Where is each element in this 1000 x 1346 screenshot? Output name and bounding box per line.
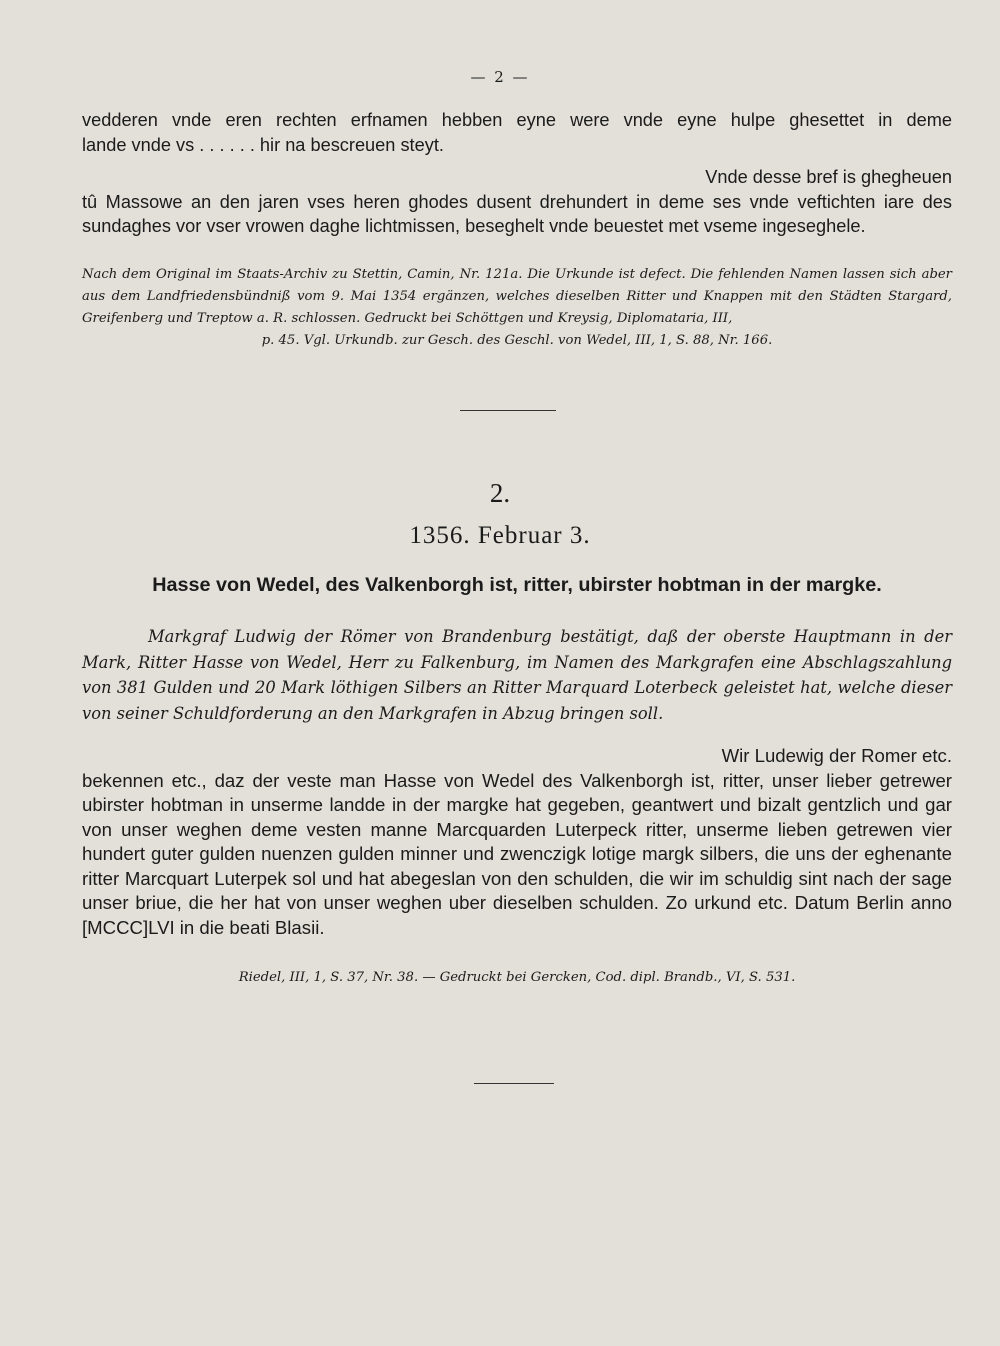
note1-text: Nach dem Original im Staats-Archiv zu Stettin, Camin, Nr. 121a. Die Urkunde ist defect. Die fehlenden Namen lassen sich aber aus dem Landfriedensbündniß vom 9. Mai 1354 ergänzen, welches dieselben Ritter und Knappen mit den Städten Stargard, Greifenberg und Treptow a. R. schlossen. Gedruckt bei Schöttgen und Kreysig, Diplomataria, III, [82, 267, 952, 326]
section1-line1: vedderen vnde eren rechten erfnamen hebben eyne were vnde eyne hulpe ghesettet in deme [82, 110, 952, 130]
document-title: Hasse von Wedel, des Valkenborgh ist, ritter, ubirster hobtman in der margke. [152, 574, 882, 596]
end-divider [474, 1083, 554, 1084]
document-text-start: Wir Ludewig der Romer etc. [721, 745, 952, 766]
section1-paragraph-start: Vnde desse bref is ghegheuen [705, 167, 952, 187]
document-regest [82, 624, 952, 726]
note1 [82, 264, 952, 352]
document-number: 2. [489, 478, 511, 508]
document-note: Riedel, III, 1, S. 37, Nr. 38. — Gedruckt bei Gercken, Cod. dipl. Brandb., VI, S. 531. [238, 970, 796, 985]
section1-line2: lande vnde vs . . . . . . hir na bescreuen steyt. [82, 134, 444, 155]
section-divider [460, 410, 556, 411]
section1-paragraph-rest: tû Massowe an den jaren vses heren ghodes dusent drehundert in deme ses vnde veftichten iare des sundaghes vor vser vrowen daghe lichtmissen, beseghelt vnde beuestet met vseme ingeseghele. [82, 191, 952, 236]
document-date: 1356. Februar 3. [409, 522, 591, 549]
note1-last-line: p. 45. Vgl. Urkundb. zur Gesch. des Geschl. von Wedel, III, 1, S. 88, Nr. 166. [261, 333, 773, 348]
page-number: — 2 — [470, 68, 530, 86]
section1-text [82, 108, 952, 239]
regest-text: Markgraf Ludwig der Römer von Brandenburg bestätigt, daß der oberste Hauptmann in der Mark, Ritter Hasse von Wedel, Herr zu Falkenburg, im Namen des Markgrafen eine Abschlagszahlung von 381 Gulden und 20 Mark löthigen Silbers an Ritter Marquard Loterbeck geleistet hat, welche dieser von seiner Schuldforderung an den Markgrafen in Abzug bringen soll. [82, 627, 952, 723]
document-text-rest: bekennen etc., daz der veste man Hasse von Wedel des Valkenborgh ist, ritter, unser lieber getrewer ubirster hobtman in unserme landde in der margke hat gegeben, geantwert und bizalt gentzlich und gar von unser weghen deme vesten manne Marcquarden Luterpeck ritter, unserme lieben getrewen vier hundert guter gulden nuenzen gulden minner und zwenczigk lotige margk silbers, die uns der eghenante ritter Marcquart Luterpek sol und hat abegeslan von den schulden, die wir im schuldig sint nach der sage unser briue, die her hat von unser weghen uber dieselben schulden. Zo urkund etc. Datum Berlin anno [MCCC]LVI in die beati Blasii. [82, 769, 952, 938]
document-text [82, 744, 952, 940]
